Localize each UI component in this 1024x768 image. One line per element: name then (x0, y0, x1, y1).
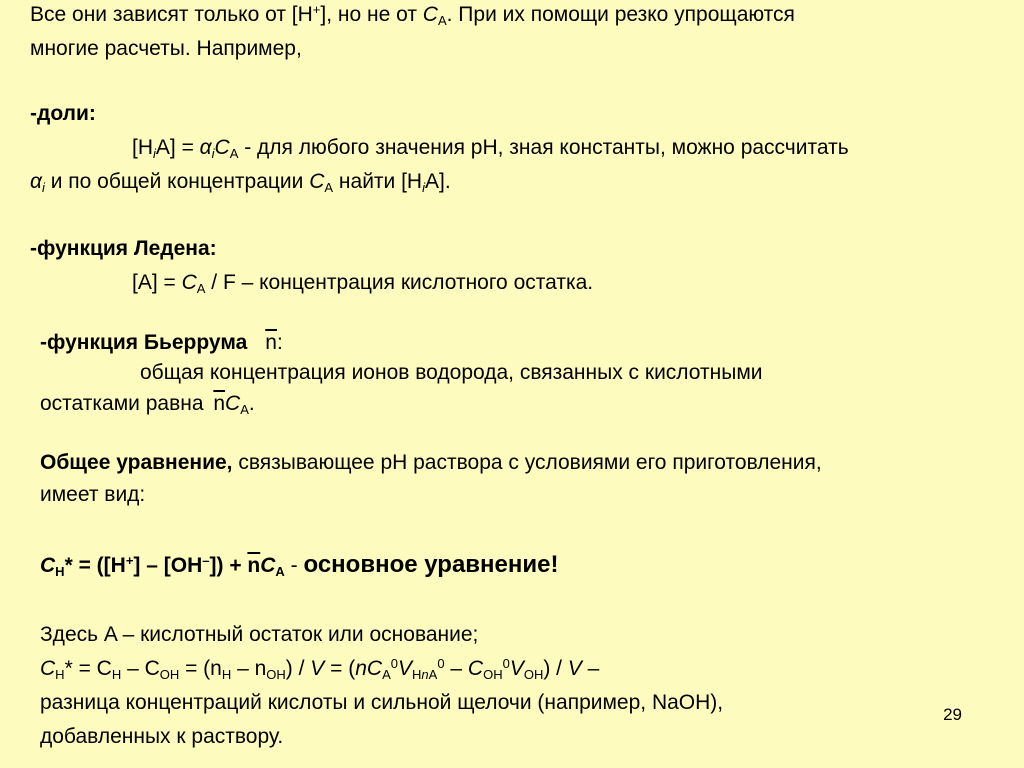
here-formula: $C_H* = C_H - C_{OH} = (n_H - n_{OH}) / V = (nC_A^0V_{HnA}^0 - C_{OH}^0V_{OH}) / V$ – (40, 656, 600, 682)
bjerrum-line-3: остатками равна $\overline{n}C_A$. (40, 392, 255, 417)
here-line-4: добавленных к раствору. (40, 725, 284, 748)
general-line-1: Общее уравнение, связывающее pH раствора с условиями его приготовления, (40, 451, 822, 474)
doli-heading: -доли: (30, 102, 96, 125)
here-line-1: Здесь A – кислотный остаток или основание; (40, 623, 479, 646)
doli-formula-line: $[H_iA] = \alpha_iC_A$ - для любого значения pH, зная константы, можно рассчитать (132, 136, 849, 161)
general-line-2: имеет вид: (40, 483, 146, 506)
bjerrum-line-2: общая концентрация ионов водорода, связанных с кислотными (140, 361, 763, 384)
bjerrum-heading-line: -функция Бьеррума $\overline{n}$: (40, 331, 283, 354)
here-line-3: разница концентраций кислоты и сильной щелочи (например, NaOH), (40, 691, 724, 714)
page-number: 29 (943, 705, 962, 724)
leden-heading: -функция Ледена: (30, 237, 217, 260)
main-equation: $C_H* = ([H^+] - [OH^-]) + \overline{n}C_A$ - основное уравнение! (40, 551, 559, 579)
leden-formula: $[A] = C_A / F$ – концентрация кислотного остатка. (132, 271, 594, 296)
intro-line-2: многие расчеты. Например, (30, 37, 302, 60)
doli-line-2: $\alpha_i$ и по общей концентрации $C_A$ найти $[H_iA]$. (30, 170, 451, 195)
intro-line-1: Все они зависят только от [H+], но не от $C_A$. При их помощи резко упрощаются (30, 2, 795, 28)
